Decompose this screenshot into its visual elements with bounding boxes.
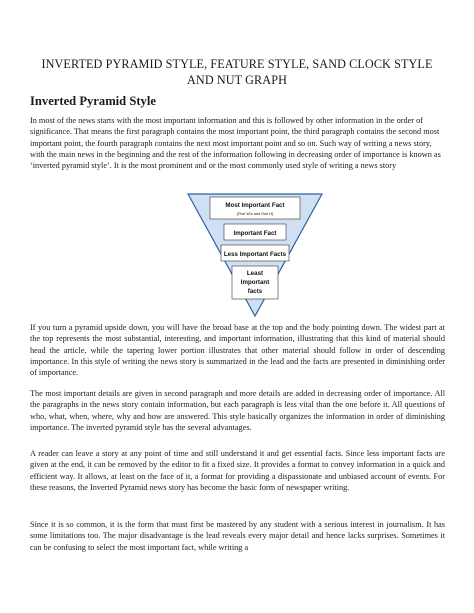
inverted-pyramid-diagram (186, 192, 324, 318)
title-line-1: INVERTED PYRAMID STYLE, FEATURE STYLE, SAND CLOCK STYLE (41, 57, 433, 71)
paragraph-2: If you turn a pyramid upside down, you will have the broad base at the top and the body pointing down. The widest part at the top represents the most substantial, interesting, and important information, illustrating that this kind of material should head the article, while the tapering lower portion illustrates that other material should follow in order of descending importance. In this style of writing the news story is summarized in the lead and the facts are presented in diminishing order of importance. (30, 323, 445, 378)
paragraph-1: In most of the news starts with the most important information and this is followed by other information in the order of significance. That means the first paragraph contains the most important point, the third paragraph contains the second most important point, the fourth paragraph contains the next most important point and so on. Such way of writing a news story, with the main news in the beginning and the rest of the information following in decreasing order of importance is known as ‘inverted pyramid style’. It is the most prominent and or the most commonly used style of writing a news story (30, 116, 441, 171)
paragraph-3: The most important details are given in second paragraph and more details are added in decreasing order of importance. All the paragraphs in the news story contain information, but each paragraph is less vital than the one before it. All questions of who, what, when, where, why and how are answered. This style basically organizes the information in order of diminishing importance. The inverted pyramid style has the several advantages. (30, 389, 445, 432)
document-title (30, 56, 444, 88)
title-line-2: AND NUT GRAPH (187, 73, 287, 87)
pyramid-label-least: Least (246, 270, 264, 277)
section-heading: Inverted Pyramid Style (30, 94, 156, 108)
pyramid-label-least-important: Important (240, 279, 270, 286)
paragraph-4: A reader can leave a story at any point of time and still understand it and get essential facts. Since less important facts are given at the end, it can be removed by the editor to fit a fixed size. It provides a format to convey information in a quick and efficient way. It allows, at least on the face of it, a format for providing a dispassionate and unbiased account of events. For these reasons, the Inverted Pyramid news story has become the basic form of newspaper writing. (30, 449, 445, 492)
pyramid-label-least-facts: facts (247, 288, 263, 295)
paragraph-5: Since it is so common, it is the form that must first be mastered by any student with a serious interest in journalism. It has some limitations too. The major disadvantage is the lead reveals every major detail and hence lacks surprises. Sometimes it can be confusing to select the most important fact, while writing a (30, 520, 445, 552)
pyramid-label-most-important-sub: (Five W’s and One H) (236, 212, 274, 216)
pyramid-label-most-important: Most Important Fact (225, 202, 285, 209)
pyramid-label-less-important: Less Important Facts (223, 251, 287, 258)
pyramid-label-important: Important Fact (233, 230, 277, 237)
